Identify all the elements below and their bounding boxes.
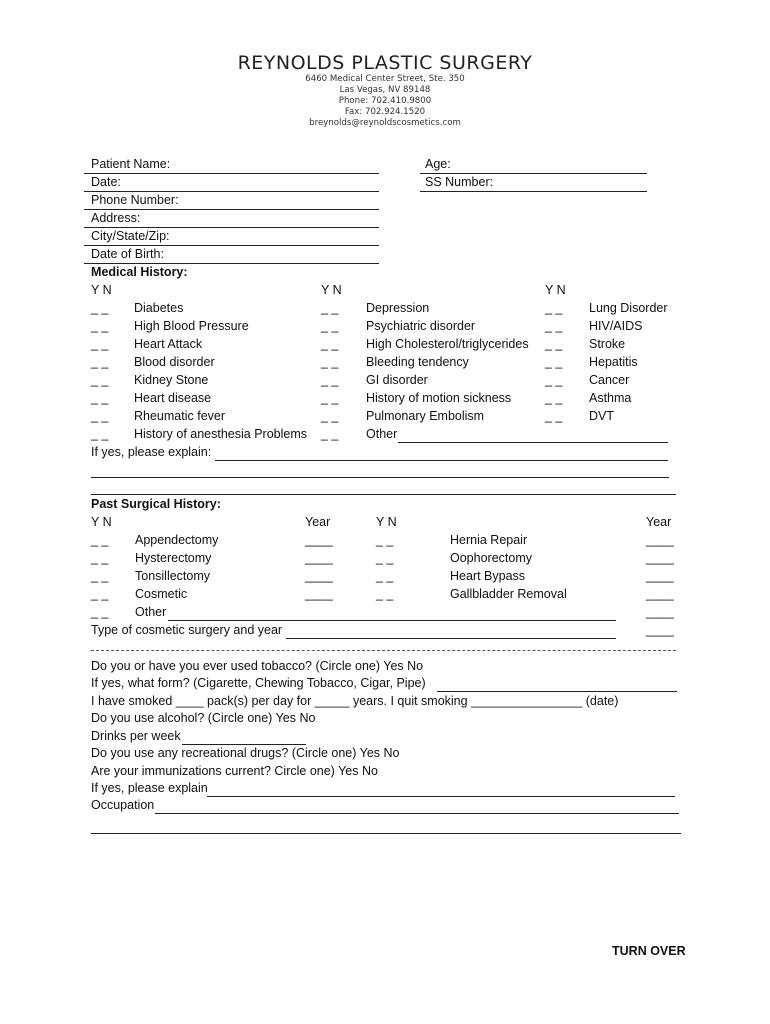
condition-label: Bleeding tendency	[366, 355, 469, 369]
address-label: Address:	[91, 211, 141, 225]
surgery-year-field[interactable]: ____	[305, 533, 333, 547]
surgical-yn-header-left: Y N	[91, 515, 112, 529]
surgery-label: Cosmetic	[135, 587, 188, 601]
phone-number-label: Phone Number:	[91, 193, 179, 207]
drinks-per-week-field[interactable]	[182, 744, 306, 745]
practice-name: REYNOLDS PLASTIC SURGERY	[237, 52, 533, 74]
surgical-year-header-left: Year	[305, 515, 331, 529]
surgery-label: Heart Bypass	[450, 569, 526, 583]
occupation-field[interactable]	[155, 813, 679, 814]
yn-checkbox-col2[interactable]: _ _	[321, 301, 339, 315]
surgery-yn-checkbox[interactable]: _ _	[91, 533, 109, 547]
surgery-yn-checkbox[interactable]: _ _	[91, 587, 109, 601]
surgery-label: Hysterectomy	[135, 551, 212, 565]
phone-number: Phone: 702.410.9800	[338, 96, 432, 106]
email-address: breynolds@reynoldscosmetics.com	[309, 118, 461, 128]
condition-label: Heart disease	[134, 391, 212, 405]
ss-number-label: SS Number:	[425, 175, 494, 189]
condition-label: HIV/AIDS	[589, 319, 643, 333]
surgery-label: Hernia Repair	[450, 533, 528, 547]
condition-label: High Blood Pressure	[134, 319, 249, 333]
surgery-label: Oophorectomy	[450, 551, 532, 565]
medical-history-heading: Medical History:	[91, 265, 188, 279]
fax-number: Fax: 702.924.1520	[344, 107, 426, 117]
condition-label: Depression	[366, 301, 430, 315]
condition-label: High Cholesterol/triglycerides	[366, 337, 529, 351]
lifestyle-explain-label: If yes, please explain	[91, 781, 208, 795]
yn-checkbox-col2[interactable]: _ _	[321, 373, 339, 387]
medical-explain-field-2[interactable]	[91, 477, 669, 478]
section-divider	[91, 650, 676, 651]
surgery-yn-checkbox[interactable]: _ _	[376, 533, 394, 547]
condition-label: Asthma	[589, 391, 632, 405]
surgery-year-field[interactable]: ____	[646, 533, 674, 547]
date-label: Date:	[91, 175, 121, 189]
drinks-per-week-label: Drinks per week	[91, 729, 181, 743]
yn-checkbox-col1[interactable]: _ _	[91, 409, 109, 423]
surgery-year-field[interactable]: ____	[305, 569, 333, 583]
yn-checkbox-col1[interactable]: _ _	[91, 319, 109, 333]
surgery-year-field[interactable]: ____	[646, 605, 674, 619]
medical-explain-field-3[interactable]	[91, 494, 676, 495]
surgery-year-field[interactable]: ____	[646, 587, 674, 601]
surgery-year-field[interactable]: ____	[305, 587, 333, 601]
condition-label: Hepatitis	[589, 355, 638, 369]
cosmetic-type-label: Type of cosmetic surgery and year	[91, 623, 283, 637]
yn-checkbox-col3[interactable]: _ _	[545, 355, 563, 369]
medical-explain-label: If yes, please explain:	[91, 445, 212, 459]
surgery-yn-checkbox[interactable]: _ _	[376, 569, 394, 583]
other-condition-label: Other	[366, 427, 398, 441]
yn-checkbox-col3[interactable]: _ _	[545, 391, 563, 405]
surgery-label: Appendectomy	[135, 533, 219, 547]
condition-label: Lung Disorder	[589, 301, 668, 315]
yn-checkbox-col1[interactable]: _ _	[91, 337, 109, 351]
yn-checkbox-col2[interactable]: _ _	[321, 391, 339, 405]
condition-label: Stroke	[589, 337, 626, 351]
surgery-label: Gallbladder Removal	[450, 587, 567, 601]
address-line2: Las Vegas, NV 89148	[339, 85, 431, 95]
condition-label: Rheumatic fever	[134, 409, 226, 423]
condition-label: History of motion sickness	[366, 391, 512, 405]
drugs-question: Do you use any recreational drugs? (Circle one) Yes No	[91, 746, 400, 760]
other-surgery-label: Other	[135, 605, 167, 619]
age-field[interactable]	[420, 173, 647, 174]
surgery-year-field[interactable]: ____	[646, 569, 674, 583]
cosmetic-type-field[interactable]	[286, 638, 616, 639]
surgical-year-header-right: Year	[646, 515, 672, 529]
occupation-field-2[interactable]	[91, 833, 681, 834]
ss-number-field[interactable]	[420, 191, 647, 192]
yn-checkbox-col2[interactable]: _ _	[321, 319, 339, 333]
condition-label: Pulmonary Embolism	[366, 409, 485, 423]
yn-header-col2: Y N	[321, 283, 342, 297]
address-line1: 6460 Medical Center Street, Ste. 350	[305, 74, 465, 84]
date-of-birth-label: Date of Birth:	[91, 247, 164, 261]
surgery-yn-checkbox[interactable]: _ _	[376, 551, 394, 565]
yn-checkbox-col3[interactable]: _ _	[545, 319, 563, 333]
date-field[interactable]	[84, 191, 379, 192]
yn-checkbox-col3[interactable]: _ _	[545, 337, 563, 351]
condition-label: DVT	[589, 409, 614, 423]
surgery-yn-checkbox[interactable]: _ _	[91, 551, 109, 565]
yn-checkbox-col2[interactable]: _ _	[321, 427, 339, 441]
condition-label: Blood disorder	[134, 355, 215, 369]
condition-label: Psychiatric disorder	[366, 319, 476, 333]
surgical-yn-header-right: Y N	[376, 515, 397, 529]
patient-name-label: Patient Name:	[91, 157, 171, 171]
date-of-birth-field[interactable]	[84, 263, 379, 264]
yn-checkbox-col1[interactable]: _ _	[91, 301, 109, 315]
immunizations-question: Are your immunizations current? Circle one) Yes No	[91, 764, 378, 778]
smoking-history: I have smoked ____ pack(s) per day for _____ years. I quit smoking ________________ (date)	[91, 694, 619, 708]
condition-label: Cancer	[589, 373, 630, 387]
surgery-yn-checkbox[interactable]: _ _	[91, 605, 109, 619]
condition-label: History of anesthesia Problems	[134, 427, 307, 441]
condition-label: Kidney Stone	[134, 373, 209, 387]
tobacco-form-question: If yes, what form? (Cigarette, Chewing Tobacco, Cigar, Pipe)	[91, 676, 426, 690]
yn-checkbox-col3[interactable]: _ _	[545, 409, 563, 423]
alcohol-question: Do you use alcohol? (Circle one) Yes No	[91, 711, 316, 725]
surgery-label: Tonsillectomy	[135, 569, 211, 583]
yn-checkbox-col3[interactable]: _ _	[545, 373, 563, 387]
cosmetic-type-year[interactable]: ____	[646, 623, 674, 637]
yn-header-col3: Y N	[545, 283, 566, 297]
surgery-year-field[interactable]: ____	[646, 551, 674, 565]
other-condition-field[interactable]	[398, 442, 668, 443]
lifestyle-explain-field[interactable]	[207, 796, 675, 797]
condition-label: GI disorder	[366, 373, 428, 387]
yn-checkbox-col1[interactable]: _ _	[91, 391, 109, 405]
surgical-history-heading: Past Surgical History:	[91, 497, 221, 511]
address-field[interactable]	[84, 227, 379, 228]
yn-checkbox-col2[interactable]: _ _	[321, 355, 339, 369]
yn-checkbox-col1[interactable]: _ _	[91, 373, 109, 387]
yn-checkbox-col1[interactable]: _ _	[91, 427, 109, 441]
tobacco-question: Do you or have you ever used tobacco? (Circle one) Yes No	[91, 659, 424, 673]
turn-over-label: TURN OVER	[612, 944, 686, 958]
age-label: Age:	[425, 157, 451, 171]
yn-checkbox-col3[interactable]: _ _	[545, 301, 563, 315]
yn-checkbox-col2[interactable]: _ _	[321, 409, 339, 423]
tobacco-form-field[interactable]	[437, 691, 677, 692]
city-state-zip-field[interactable]	[84, 245, 379, 246]
surgery-year-field[interactable]: ____	[305, 551, 333, 565]
yn-checkbox-col1[interactable]: _ _	[91, 355, 109, 369]
other-surgery-field[interactable]	[168, 620, 616, 621]
phone-number-field[interactable]	[84, 209, 379, 210]
condition-label: Heart Attack	[134, 337, 203, 351]
surgery-yn-checkbox[interactable]: _ _	[376, 587, 394, 601]
city-state-zip-label: City/State/Zip:	[91, 229, 170, 243]
patient-name-field[interactable]	[84, 173, 379, 174]
medical-explain-field[interactable]	[215, 460, 668, 461]
surgery-yn-checkbox[interactable]: _ _	[91, 569, 109, 583]
yn-checkbox-col2[interactable]: _ _	[321, 337, 339, 351]
condition-label: Diabetes	[134, 301, 184, 315]
yn-header-col1: Y N	[91, 283, 112, 297]
occupation-label: Occupation	[91, 798, 155, 812]
